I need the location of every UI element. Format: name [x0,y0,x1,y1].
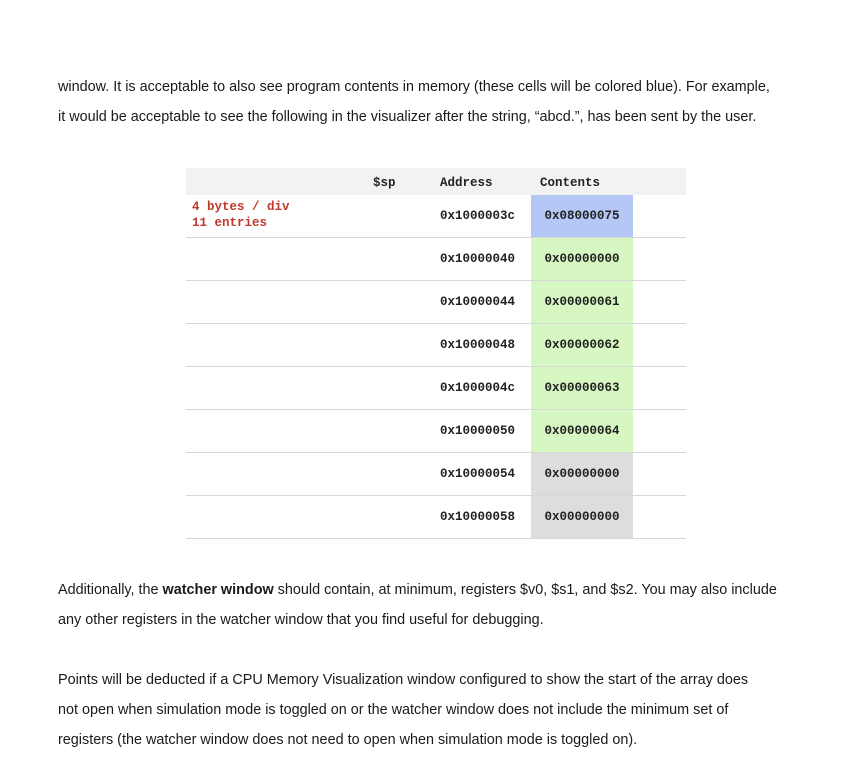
memory-address: 0x10000048 [440,338,516,352]
memory-address: 0x10000054 [440,467,516,481]
memory-address: 0x10000058 [440,510,516,524]
visualizer-header [186,168,686,195]
points-line-3: registers (the watcher window does not need to open when simulation mode is toggled on). [58,732,638,748]
memory-row [186,324,686,367]
memory-contents-cell: 0x00000063 [531,367,633,409]
memory-address: 0x1000003c [440,209,516,223]
memory-contents-cell: 0x00000062 [531,324,633,366]
memory-contents-cell: 0x00000000 [531,496,633,538]
memory-row [186,496,686,539]
memory-row [186,281,686,324]
entries-count-label: 11 entries [192,216,268,230]
memory-row [186,367,686,410]
memory-contents-cell: 0x00000064 [531,410,633,452]
contents-column-header: Contents [540,176,601,190]
points-paragraph [58,665,748,755]
bytes-per-div-label: 4 bytes / div [192,200,290,214]
points-line-1: Points will be deducted if a CPU Memory Visualization window configured to show the start of the array does [58,672,749,688]
sp-column-header: $sp [373,176,396,190]
intro-line-2: it would be acceptable to see the following in the visualizer after the string, “abcd.”, has been sent by the user. [58,109,757,125]
watcher-window-term: watcher window [162,582,274,598]
watcher-line-2: any other registers in the watcher window that you find useful for debugging. [58,612,544,628]
points-line-2: not open when simulation mode is toggled on or the watcher window does not include the minimum set of [58,702,729,718]
memory-address: 0x10000040 [440,252,516,266]
watcher-line-1-pre: Additionally, the [58,582,163,598]
memory-row [186,453,686,496]
memory-address: 0x10000044 [440,295,516,309]
memory-row [186,238,686,281]
memory-contents-cell: 0x00000000 [531,238,633,280]
watcher-line-1 [58,575,777,605]
memory-address: 0x10000050 [440,424,516,438]
memory-address: 0x1000004c [440,381,516,395]
intro-line-1: window. It is acceptable to also see program contents in memory (these cells will be colored blue). For example, [58,79,770,95]
memory-contents-cell: 0x00000061 [531,281,633,323]
memory-contents-cell: 0x08000075 [531,195,633,237]
visualizer-info [192,199,290,231]
memory-contents-cell: 0x00000000 [531,453,633,495]
intro-paragraph [58,72,770,132]
watcher-line-1-post: should contain, at minimum, registers $v0, $s1, and $s2. You may also include [273,582,777,598]
watcher-paragraph [58,575,777,635]
address-column-header: Address [440,176,493,190]
memory-row [186,410,686,453]
